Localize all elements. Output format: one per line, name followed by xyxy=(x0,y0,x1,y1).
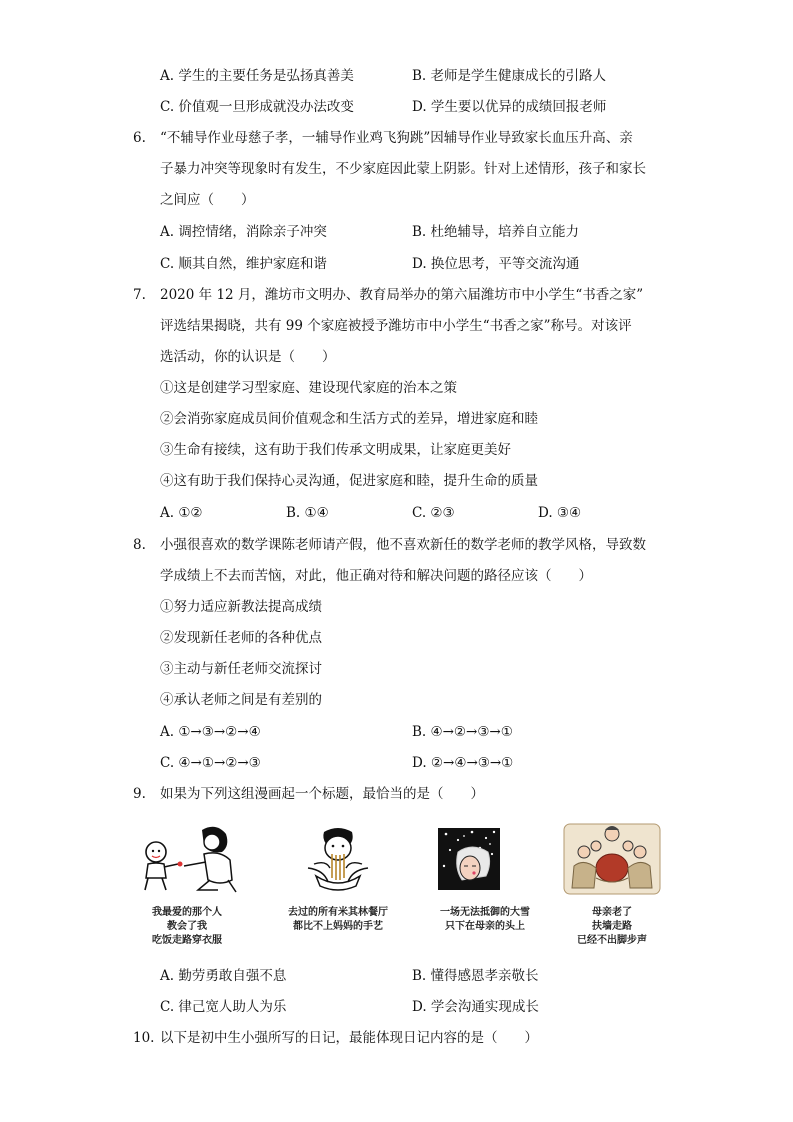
q8-option-d[interactable]: D. ②→④→③→① xyxy=(412,755,514,771)
question-number-10: 10. xyxy=(133,1030,155,1046)
q5-option-a[interactable]: A. 学生的主要任务是弘扬真善美 xyxy=(160,68,354,84)
q7-option-b[interactable]: B. ①④ xyxy=(286,505,329,521)
q9-option-b[interactable]: B. 懂得感恩孝亲敬长 xyxy=(412,968,539,984)
q7-item-3: ③生命有接续，这有助于我们传承文明成果，让家庭更美好 xyxy=(160,442,511,458)
comic-caption-2-line-1: 去过的所有米其林餐厅 xyxy=(288,907,388,918)
q5-option-b[interactable]: B. 老师是学生健康成长的引路人 xyxy=(412,68,607,84)
q6-stem-line-3: 之间应（ ） xyxy=(160,192,255,208)
q7-item-2: ②会消弥家庭成员间价值观念和生活方式的差异，增进家庭和睦 xyxy=(160,411,538,427)
q8-item-2: ②发现新任老师的各种优点 xyxy=(160,630,322,646)
q7-stem-line-3: 选活动，你的认识是（ ） xyxy=(160,349,336,365)
q8-item-3: ③主动与新任老师交流探讨 xyxy=(160,661,322,677)
q8-item-4: ④承认老师之间是有差别的 xyxy=(160,692,322,708)
comic-caption-2-line-2: 都比不上妈妈的手艺 xyxy=(293,921,383,932)
comic-panel-2 xyxy=(268,820,408,958)
q8-stem-line-2: 学成绩上不去而苦恼，对此，他正确对待和解决问题的路径应该（ ） xyxy=(160,568,592,584)
q9-option-d[interactable]: D. 学会沟通实现成长 xyxy=(412,999,539,1015)
comic-caption-4-line-1: 母亲老了 xyxy=(592,907,632,918)
comic-illustration-child-parent xyxy=(128,820,246,900)
q8-option-b[interactable]: B. ④→②→③→① xyxy=(412,724,513,740)
q6-option-b[interactable]: B. 杜绝辅导，培养自立能力 xyxy=(412,224,580,240)
q5-option-c[interactable]: C. 价值观一旦形成就没办法改变 xyxy=(160,99,354,115)
q6-option-c[interactable]: C. 顺其自然，维护家庭和谐 xyxy=(160,256,327,272)
q8-stem-line-1: 小强很喜欢的数学课陈老师请产假，他不喜欢新任的数学老师的教学风格，导致数 xyxy=(160,537,646,553)
q7-item-4: ④这有助于我们保持心灵沟通，促进家庭和睦，提升生命的质量 xyxy=(160,473,538,489)
comic-caption-3-line-1: 一场无法抵御的大雪 xyxy=(440,907,530,918)
q6-stem-line-1: “不辅导作业母慈子孝，一辅导作业鸡飞狗跳”因辅导作业导致家长血压升高、亲 xyxy=(160,130,633,146)
comic-caption-4-line-3: 已经不出脚步声 xyxy=(577,935,647,946)
q6-option-a[interactable]: A. 调控情绪，消除亲子冲突 xyxy=(160,224,327,240)
q7-option-d[interactable]: D. ③④ xyxy=(538,505,582,521)
comic-caption-1-line-2: 教会了我 xyxy=(167,921,207,932)
comic-panel-4 xyxy=(556,818,668,956)
comic-caption-4-line-2: 扶墙走路 xyxy=(592,921,632,932)
comic-panel-1 xyxy=(128,820,246,958)
q6-stem-line-2: 子暴力冲突等现象时有发生，不少家庭因此蒙上阴影。针对上述情形，孩子和家长 xyxy=(160,161,646,177)
q6-option-d[interactable]: D. 换位思考，平等交流沟通 xyxy=(412,256,580,272)
comic-caption-3-line-2: 只下在母亲的头上 xyxy=(445,921,525,932)
q10-stem: 以下是初中生小强所写的日记，最能体现日记内容的是（ ） xyxy=(160,1030,538,1046)
q8-option-c[interactable]: C. ④→①→②→③ xyxy=(160,755,261,771)
question-number-8: 8. xyxy=(133,537,146,553)
q8-item-1: ①努力适应新教法提高成绩 xyxy=(160,599,322,615)
q9-option-c[interactable]: C. 律己宽人助人为乐 xyxy=(160,999,287,1015)
q9-option-a[interactable]: A. 勤劳勇敢自强不息 xyxy=(160,968,287,984)
comic-caption-1-line-1: 我最爱的那个人 xyxy=(152,907,222,918)
q7-option-a[interactable]: A. ①② xyxy=(160,505,203,521)
comic-illustration-snow-on-mother xyxy=(428,820,548,900)
comic-illustration-family-gathered xyxy=(556,818,668,898)
question-number-7: 7. xyxy=(133,287,146,303)
q5-option-d[interactable]: D. 学生要以优异的成绩回报老师 xyxy=(412,99,607,115)
question-number-6: 6. xyxy=(133,130,146,146)
q9-stem: 如果为下列这组漫画起一个标题，最恰当的是（ ） xyxy=(160,786,484,802)
comic-panel-3 xyxy=(428,820,548,958)
question-number-9: 9. xyxy=(133,786,146,802)
q7-option-c[interactable]: C. ②③ xyxy=(412,505,455,521)
q7-item-1: ①这是创建学习型家庭、建设现代家庭的治本之策 xyxy=(160,380,457,396)
q7-stem-line-2: 评选结果揭晓，共有 99 个家庭被授予潍坊市中小学生“书香之家”称号。对该评 xyxy=(160,318,632,334)
comic-illustration-eating-noodles xyxy=(268,820,408,900)
comic-caption-1-line-3: 吃饭走路穿衣服 xyxy=(152,935,222,946)
q7-stem-line-1: 2020 年 12 月，潍坊市文明办、教育局举办的第六届潍坊市中小学生“书香之家” xyxy=(160,287,644,303)
q8-option-a[interactable]: A. ①→③→②→④ xyxy=(160,724,261,740)
